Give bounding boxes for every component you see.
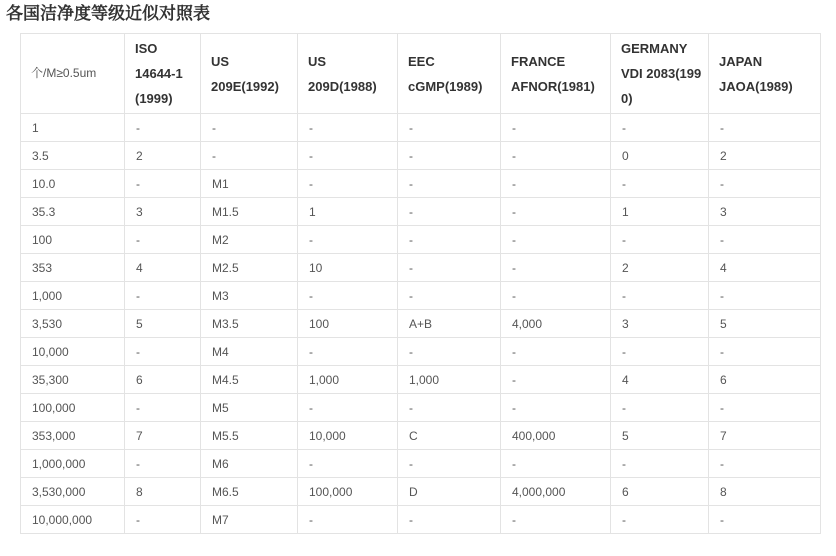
table-cell: M2.5 (201, 254, 298, 282)
table-cell: 10 (298, 254, 398, 282)
table-cell: - (125, 114, 201, 142)
table-cell: - (611, 282, 709, 310)
table-body (21, 114, 821, 534)
column-header-line: EEC (408, 53, 435, 69)
table-cell: 8 (709, 478, 821, 506)
table-cell: 8 (125, 478, 201, 506)
table-cell: M4.5 (201, 366, 298, 394)
table-cell: 7 (125, 422, 201, 450)
table-cell: 10,000,000 (21, 506, 125, 534)
table-cell: 3 (709, 198, 821, 226)
table-cell: 10,000 (21, 338, 125, 366)
table-cell: - (125, 338, 201, 366)
table-cell: - (709, 282, 821, 310)
table-cell: - (125, 226, 201, 254)
column-header-line: 个/M≥0.5um (31, 66, 97, 80)
table-cell: - (398, 198, 501, 226)
table-cell: 1 (611, 198, 709, 226)
table-cell: - (398, 170, 501, 198)
column-header-line: ISO (135, 41, 158, 56)
table-cell: - (398, 282, 501, 310)
table-cell: - (709, 114, 821, 142)
table-cell: 3.5 (21, 142, 125, 170)
table-cell: - (501, 170, 611, 198)
table-cell: 1 (21, 114, 125, 142)
column-header-line: AFNOR(1981) (511, 78, 595, 94)
table-cell: 10,000 (298, 422, 398, 450)
table-row (21, 450, 821, 478)
table-cell: 1,000 (21, 282, 125, 310)
column-header-line: JAPAN (719, 53, 763, 69)
table-cell: 3 (125, 198, 201, 226)
table-cell: - (125, 506, 201, 534)
table-row (21, 422, 821, 450)
column-header-line: GERMANY (621, 41, 688, 56)
column-header-us-209d-1988 (298, 34, 398, 114)
table-cell: 3,530,000 (21, 478, 125, 506)
table-cell: - (125, 170, 201, 198)
table-cell: M5 (201, 394, 298, 422)
table-cell: 4,000 (501, 310, 611, 338)
table-cell: M7 (201, 506, 298, 534)
table-cell: - (709, 506, 821, 534)
table-cell: - (398, 338, 501, 366)
table-cell: M6.5 (201, 478, 298, 506)
table-row (21, 394, 821, 422)
table-cell: 2 (709, 142, 821, 170)
table-cell: 100 (298, 310, 398, 338)
table-cell: 4,000,000 (501, 478, 611, 506)
table-cell: - (398, 450, 501, 478)
table-cell: - (201, 142, 298, 170)
table-cell: - (398, 254, 501, 282)
table-cell: - (709, 450, 821, 478)
table-cell: 35.3 (21, 198, 125, 226)
table-cell: 100 (21, 226, 125, 254)
table-cell: 7 (709, 422, 821, 450)
table-cell: - (501, 198, 611, 226)
column-header-line: 209D(1988) (308, 78, 377, 94)
table-cell: M1 (201, 170, 298, 198)
table-row (21, 338, 821, 366)
column-header-france-afnor-1981 (501, 34, 611, 114)
table-cell: 353 (21, 254, 125, 282)
column-header-line: FRANCE (511, 53, 566, 69)
table-cell: 2 (611, 254, 709, 282)
column-header-line: (1999) (135, 91, 173, 106)
table-cell: 10.0 (21, 170, 125, 198)
cleanliness-comparison-table (20, 33, 821, 534)
table-cell: 1,000 (298, 366, 398, 394)
table-row (21, 282, 821, 310)
table-cell: - (298, 338, 398, 366)
table-cell: - (501, 338, 611, 366)
table-cell: - (611, 170, 709, 198)
table-cell: - (298, 282, 398, 310)
table-cell: - (611, 394, 709, 422)
column-header-line: US (308, 53, 327, 69)
table-cell: 1,000 (398, 366, 501, 394)
table-header-row (21, 34, 821, 114)
table-cell: - (501, 114, 611, 142)
table-cell: - (201, 114, 298, 142)
table-cell: M3.5 (201, 310, 298, 338)
table-cell: 6 (709, 366, 821, 394)
column-header-line: cGMP(1989) (408, 78, 483, 94)
table-cell: - (398, 226, 501, 254)
table-cell: - (125, 450, 201, 478)
table-cell: - (501, 506, 611, 534)
table-cell: - (298, 142, 398, 170)
table-row (21, 198, 821, 226)
table-cell: - (501, 366, 611, 394)
table-cell: - (501, 394, 611, 422)
table-cell: 400,000 (501, 422, 611, 450)
table-cell: - (709, 226, 821, 254)
column-header-particles-per-m (21, 34, 125, 114)
table-cell: - (298, 450, 398, 478)
table-cell: - (298, 170, 398, 198)
table-cell: - (501, 254, 611, 282)
table-cell: M2 (201, 226, 298, 254)
table-cell: - (611, 338, 709, 366)
table-cell: M4 (201, 338, 298, 366)
table-row (21, 142, 821, 170)
column-header-germany-vdi-2083-1990 (611, 34, 709, 114)
table-row (21, 478, 821, 506)
column-header-eec-cgmp-1989 (398, 34, 501, 114)
table-cell: - (298, 394, 398, 422)
page-title: 各国洁净度等级近似对照表 (6, 4, 210, 23)
table-cell: - (501, 282, 611, 310)
table-cell: - (125, 394, 201, 422)
table-cell: M5.5 (201, 422, 298, 450)
table-cell: 5 (611, 422, 709, 450)
table-cell: 100,000 (21, 394, 125, 422)
table-cell: - (709, 394, 821, 422)
table-cell: 35,300 (21, 366, 125, 394)
table-cell: - (398, 394, 501, 422)
table-cell: 2 (125, 142, 201, 170)
column-header-line: US (211, 53, 230, 69)
table-cell: M3 (201, 282, 298, 310)
table-row (21, 310, 821, 338)
table-cell: 1,000,000 (21, 450, 125, 478)
column-header-line: VDI 2083(199 (621, 66, 702, 81)
table-cell: - (398, 114, 501, 142)
table-cell: 5 (709, 310, 821, 338)
column-header-us-209e-1992 (201, 34, 298, 114)
table-cell: - (611, 114, 709, 142)
table-cell: - (709, 170, 821, 198)
table-cell: M1.5 (201, 198, 298, 226)
table-cell: - (611, 450, 709, 478)
table-cell: C (398, 422, 501, 450)
table-cell: 353,000 (21, 422, 125, 450)
column-header-iso-14644-1-1999 (125, 34, 201, 114)
column-header-line: 209E(1992) (211, 78, 279, 94)
table-row (21, 254, 821, 282)
table-cell: 0 (611, 142, 709, 170)
table-cell: - (125, 282, 201, 310)
table-cell: 5 (125, 310, 201, 338)
table-row (21, 366, 821, 394)
table-cell: - (501, 142, 611, 170)
table-cell: - (611, 506, 709, 534)
table-cell: 1 (298, 198, 398, 226)
table-cell: 6 (611, 478, 709, 506)
table-cell: 3 (611, 310, 709, 338)
column-header-japan-jaoa-1989 (709, 34, 821, 114)
table-cell: - (298, 114, 398, 142)
table-cell: M6 (201, 450, 298, 478)
table-cell: - (501, 226, 611, 254)
table-cell: - (298, 226, 398, 254)
table-row (21, 226, 821, 254)
table-cell: - (709, 338, 821, 366)
table-cell: 4 (709, 254, 821, 282)
table-row (21, 506, 821, 534)
table-cell: - (398, 506, 501, 534)
table-cell: - (501, 450, 611, 478)
table-cell: 4 (611, 366, 709, 394)
table-cell: A+B (398, 310, 501, 338)
table-cell: 3,530 (21, 310, 125, 338)
table-cell: 6 (125, 366, 201, 394)
table-row (21, 170, 821, 198)
table-cell: 100,000 (298, 478, 398, 506)
table-cell: - (298, 506, 398, 534)
table-row (21, 114, 821, 142)
column-header-line: 0) (621, 91, 633, 106)
column-header-line: JAOA(1989) (719, 78, 793, 94)
table-cell: D (398, 478, 501, 506)
table-cell: - (398, 142, 501, 170)
table-cell: - (611, 226, 709, 254)
table-cell: 4 (125, 254, 201, 282)
column-header-line: 14644-1 (135, 66, 183, 81)
